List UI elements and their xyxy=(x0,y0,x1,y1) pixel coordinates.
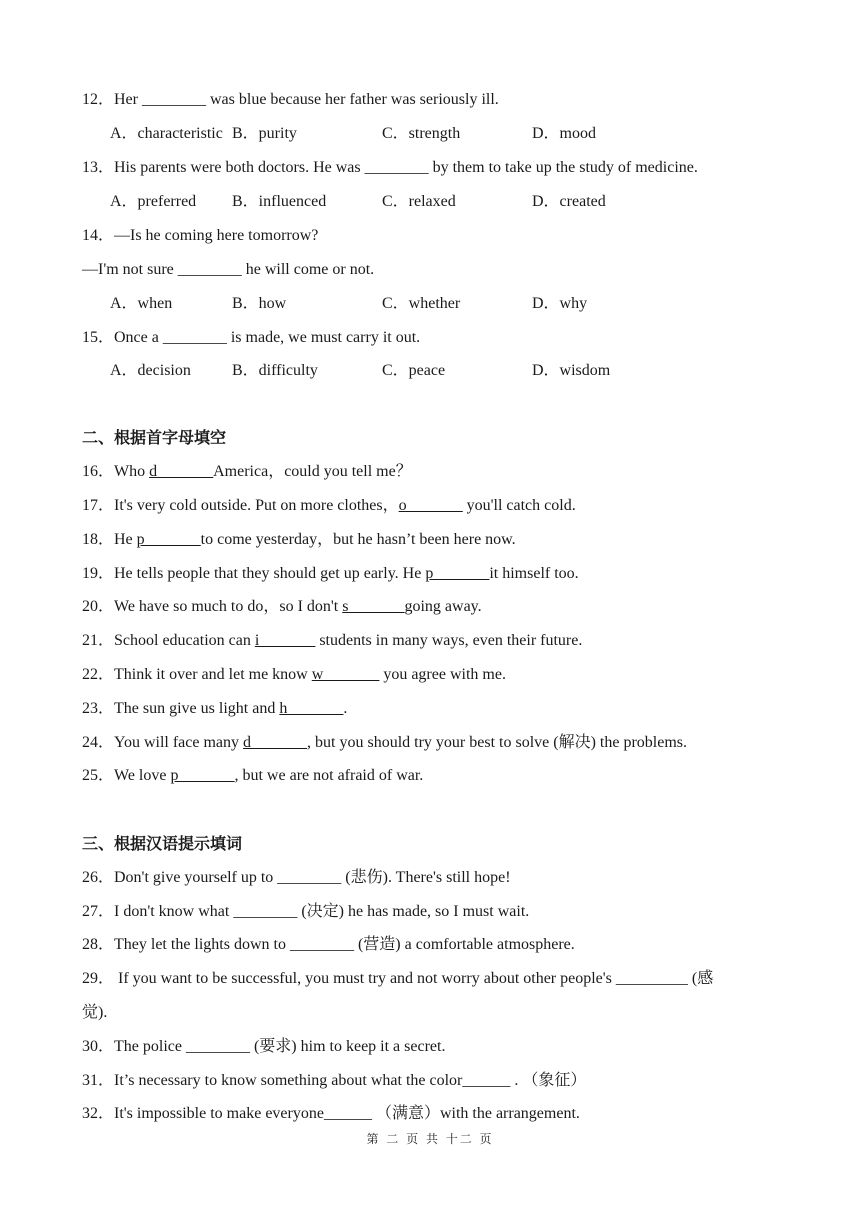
question-31: 31．It’s necessary to know something about what the color______ . （象征） xyxy=(82,1072,587,1089)
question-text: 24．You will face many xyxy=(82,734,244,751)
question-text: 17．It's very cold outside. Put on more clothes， xyxy=(82,497,399,514)
question-text: you agree with me. xyxy=(379,666,506,683)
option-c: C．peace xyxy=(382,362,446,379)
question-26: 26．Don't give yourself up to ________ (悲伤). There's still hope! xyxy=(82,869,511,886)
question-text: , but you should try your best to solve (解决) the problems. xyxy=(307,734,687,751)
option-a: A．when xyxy=(110,295,173,312)
answer-blank: i_______ xyxy=(254,632,316,649)
question-21 xyxy=(82,631,582,651)
question-29: 29． If you want to be successful, you must try and not worry about other people's _________ (感 xyxy=(82,970,714,987)
question-text: 16．Who xyxy=(82,463,150,480)
option-a: A．characteristic xyxy=(110,125,223,142)
question-text: 19．He tells people that they should get up early. He xyxy=(82,565,426,582)
question-text: it himself too. xyxy=(489,565,579,582)
option-c: C．relaxed xyxy=(382,193,456,210)
question-text: 25．We love xyxy=(82,767,171,784)
question-22 xyxy=(82,665,506,685)
option-b: B．purity xyxy=(232,125,297,142)
question-27: 27．I don't know what ________ (决定) he has made, so I must wait. xyxy=(82,903,530,920)
question-30: 30．The police ________ (要求) him to keep it a secret. xyxy=(82,1038,446,1055)
question-32: 32．It's impossible to make everyone______ （满意）with the arrangement. xyxy=(82,1105,580,1122)
section-heading-3: 三、根据汉语提示填词 xyxy=(82,834,243,853)
answer-blank: d_______ xyxy=(149,463,214,480)
option-d: D．why xyxy=(532,295,588,312)
question-29-continued: 觉). xyxy=(82,1004,108,1021)
answer-blank: p_______ xyxy=(170,767,235,784)
page-footer: 第 二 页 共 十二 页 xyxy=(366,1132,494,1146)
question-28: 28．They let the lights down to ________ (营造) a comfortable atmosphere. xyxy=(82,936,575,953)
option-b: B．influenced xyxy=(232,193,327,210)
question-text: , but we are not afraid of war. xyxy=(234,767,424,784)
question-text: 20．We have so much to do，so I don't xyxy=(82,598,343,615)
question-12: 12．Her ________ was blue because her father was seriously ill. xyxy=(82,91,499,108)
question-14-reply: —I'm not sure ________ he will come or not. xyxy=(82,261,375,278)
option-c: C．whether xyxy=(382,295,461,312)
question-text: to come yesterday，but he hasn’t been here now. xyxy=(200,531,516,548)
answer-blank: p_______ xyxy=(136,531,201,548)
question-20 xyxy=(82,597,482,617)
question-text: America，could you tell me？ xyxy=(213,463,412,480)
question-24 xyxy=(82,733,687,753)
question-text: going away. xyxy=(404,598,482,615)
question-16 xyxy=(82,462,412,482)
question-text: 23．The sun give us light and xyxy=(82,700,280,717)
option-a: A．decision xyxy=(110,362,191,379)
answer-blank: s_______ xyxy=(342,598,405,615)
option-b: B．difficulty xyxy=(232,362,318,379)
question-text: students in many ways, even their future. xyxy=(315,632,583,649)
question-23 xyxy=(82,699,347,719)
option-c: C．strength xyxy=(382,125,461,142)
option-d: D．wisdom xyxy=(532,362,611,379)
question-text: you'll catch cold. xyxy=(462,497,576,514)
question-19 xyxy=(82,564,579,584)
answer-blank: d_______ xyxy=(243,734,308,751)
section-heading-2: 二、根据首字母填空 xyxy=(82,428,227,447)
option-a: A．preferred xyxy=(110,193,197,210)
question-13: 13．His parents were both doctors. He was ________ by them to take up the study of medicine. xyxy=(82,159,698,176)
option-d: D．mood xyxy=(532,125,597,142)
question-text: 18．He xyxy=(82,531,137,548)
question-18 xyxy=(82,530,516,550)
answer-blank: h_______ xyxy=(279,700,344,717)
question-25 xyxy=(82,766,423,786)
answer-blank: o_______ xyxy=(398,497,463,514)
question-15: 15．Once a ________ is made, we must carry it out. xyxy=(82,329,421,346)
question-14: 14．—Is he coming here tomorrow? xyxy=(82,227,319,244)
question-text: 22．Think it over and let me know xyxy=(82,666,312,683)
option-b: B．how xyxy=(232,295,287,312)
question-text: . xyxy=(343,700,348,717)
answer-blank: w_______ xyxy=(311,666,380,683)
question-text: 21．School education can xyxy=(82,632,255,649)
answer-blank: p_______ xyxy=(425,565,490,582)
option-d: D．created xyxy=(532,193,606,210)
question-17 xyxy=(82,496,576,516)
